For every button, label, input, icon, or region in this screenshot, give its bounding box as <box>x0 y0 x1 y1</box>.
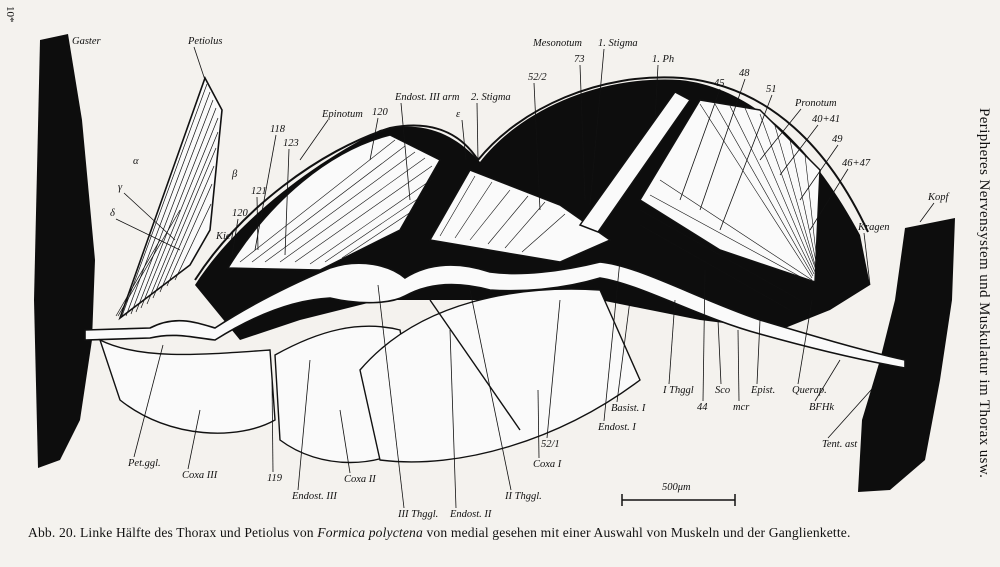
leader-epinotum <box>300 120 328 160</box>
label-bfhk: BFHk <box>809 402 835 413</box>
label-pet-ggl: Pet.ggl. <box>128 458 161 469</box>
label-mesonotum: Mesonotum <box>533 38 582 49</box>
label-num-44: 44 <box>697 402 708 413</box>
label-num-118: 118 <box>270 124 285 135</box>
leader-petiolus <box>194 47 205 80</box>
label-coxa-ii: Coxa II <box>344 474 376 485</box>
leader-kopf <box>920 203 934 222</box>
label-querap: Querap. <box>792 385 827 396</box>
label-endost-iii-arm: Endost. III arm <box>395 92 460 103</box>
label-num-40-41: 40+41 <box>812 114 841 125</box>
caption-prefix: Abb. 20. Linke Hälfte des Thorax und Petiolus von <box>28 525 314 540</box>
label-epsilon: ε <box>456 109 461 120</box>
label-i-thggl: I Thggl <box>663 385 694 396</box>
label-tent-ast: Tent. ast <box>822 439 858 450</box>
label-iii-thggl: III Thggl. <box>398 509 439 520</box>
scale-bar-label: 500μm <box>662 482 691 493</box>
caption-species: Formica polyctena <box>317 525 423 540</box>
label-stigma-1: 1. Stigma <box>598 38 638 49</box>
label-num-45: 45 <box>714 78 725 89</box>
label-endost-ii: Endost. II <box>450 509 492 520</box>
label-num-48: 48 <box>739 68 750 79</box>
coxa-iii-shape <box>100 340 275 433</box>
running-header: Peripheres Nervensystem und Muskulatur im Thorax usw. <box>976 108 992 479</box>
label-num-49: 49 <box>832 134 843 145</box>
label-num-52-1: 52/1 <box>541 439 560 450</box>
label-gamma: γ <box>118 182 123 193</box>
figure-caption <box>28 524 968 542</box>
label-kopf: Kopf <box>928 192 949 203</box>
label-endost-iii: Endost. III <box>292 491 337 502</box>
caption-suffix: von medial gesehen mit einer Auswahl von Muskeln und der Ganglienkette. <box>426 525 851 540</box>
label-alpha: α <box>133 156 139 167</box>
label-ph-1: 1. Ph <box>652 54 675 65</box>
label-num-51: 51 <box>766 84 777 95</box>
scale-bar <box>622 494 735 506</box>
label-kiel: Kiel <box>216 231 234 242</box>
label-endost-i: Endost. I <box>598 422 636 433</box>
page-number: 10* <box>4 6 16 23</box>
label-num-121: 121 <box>251 186 267 197</box>
label-num-46-47: 46+47 <box>842 158 871 169</box>
label-stigma-2: 2. Stigma <box>471 92 511 103</box>
label-num-123: 123 <box>283 138 299 149</box>
label-num-119: 119 <box>267 473 282 484</box>
label-delta: δ <box>110 208 115 219</box>
label-sco: Sco <box>715 385 731 396</box>
label-mcr: mcr <box>733 402 750 413</box>
leader-sco <box>718 320 721 384</box>
label-num-73: 73 <box>574 54 585 65</box>
label-coxa-i: Coxa I <box>533 459 562 470</box>
label-epinotum: Epinotum <box>322 109 363 120</box>
label-num-52-2: 52/2 <box>528 72 547 83</box>
label-petiolus: Petiolus <box>188 36 223 47</box>
label-gaster: Gaster <box>72 36 101 47</box>
label-kragen: Kragen <box>858 222 890 233</box>
label-coxa-iii: Coxa III <box>182 470 218 481</box>
gaster-shape <box>34 34 95 468</box>
label-pronotum: Pronotum <box>795 98 837 109</box>
label-beta: β <box>232 169 238 180</box>
label-num-120-left: 120 <box>232 208 248 219</box>
label-basist-i: Basist. I <box>611 403 646 414</box>
label-ii-thggl: II Thggl. <box>505 491 542 502</box>
leader-mcr <box>738 330 739 401</box>
label-num-120-top: 120 <box>372 107 388 118</box>
leader-stigma-2 <box>477 103 478 160</box>
label-epist: Epist. <box>751 385 776 396</box>
